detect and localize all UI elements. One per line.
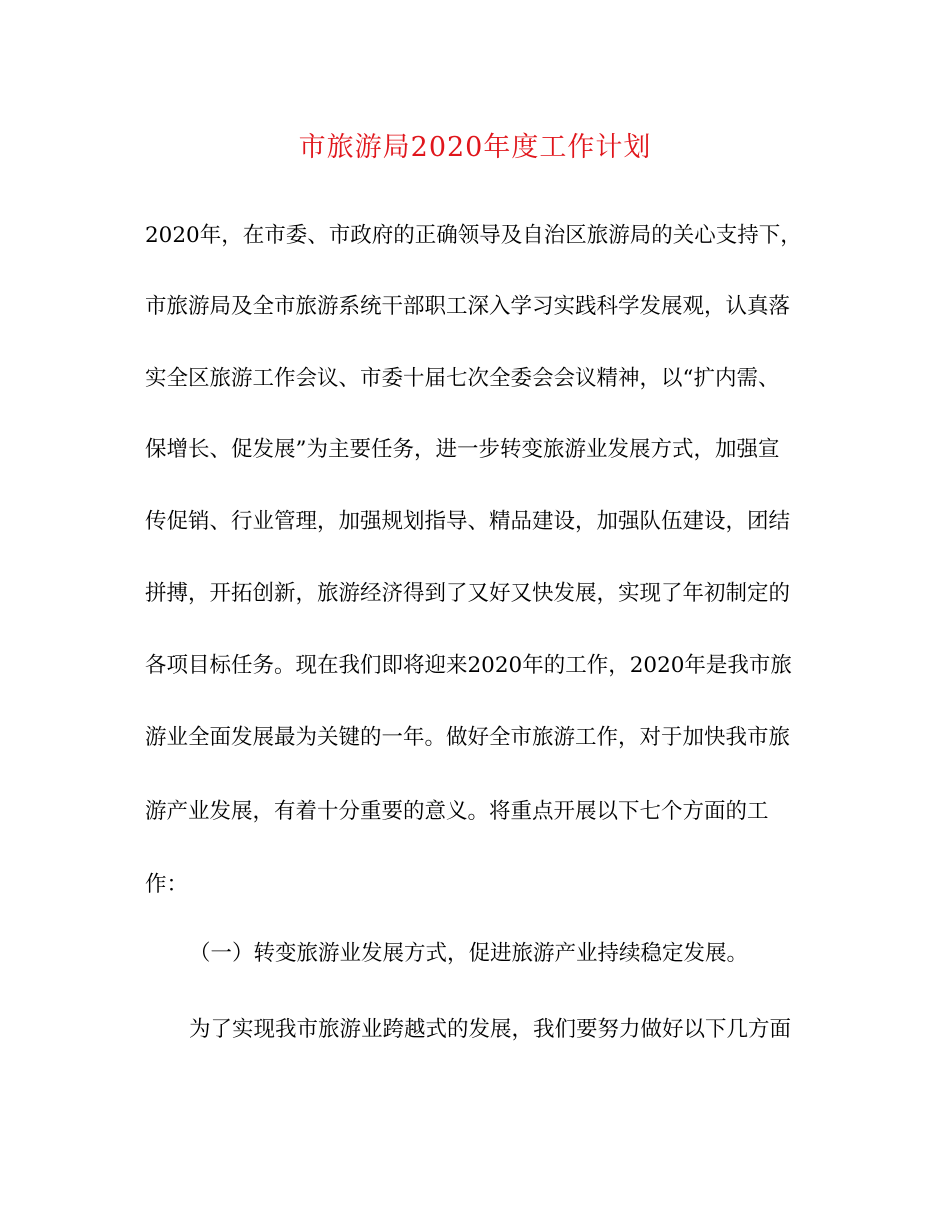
paragraph-line-3: 实全区旅游工作会议、市委十届七次全委会会议精神，以“扩内需、 xyxy=(145,366,780,391)
paragraph-line-7: 各项目标任务。现在我们即将迎来2020年的工作，2020年是我市旅 xyxy=(145,653,792,678)
section-heading-1: （一）转变旅游业发展方式，促进旅游产业持续稳定发展。 xyxy=(189,941,749,966)
paragraph-line-6: 拼搏，开拓创新，旅游经济得到了又好又快发展，实现了年初制定的 xyxy=(145,581,791,606)
paragraph-line-5: 传促销、行业管理，加强规划指导、精品建设，加强队伍建设，团结 xyxy=(145,509,791,534)
paragraph-line-4: 保增长、促发展”为主要任务，进一步转变旅游业发展方式，加强宣 xyxy=(145,437,780,462)
paragraph-line-12: 为了实现我市旅游业跨越式的发展，我们要努力做好以下几方面 xyxy=(189,1017,792,1042)
document-title: 市旅游局2020年度工作计划 xyxy=(298,132,652,163)
paragraph-line-1: 2020年，在市委、市政府的正确领导及自治区旅游局的关心支持下， xyxy=(145,223,802,248)
paragraph-line-2: 市旅游局及全市旅游系统干部职工深入学习实践科学发展观，认真落 xyxy=(145,294,791,319)
paragraph-line-8: 游业全面发展最为关键的一年。做好全市旅游工作，对于加快我市旅 xyxy=(145,725,791,750)
paragraph-line-10: 作： xyxy=(145,872,189,897)
paragraph-line-9: 游产业发展，有着十分重要的意义。将重点开展以下七个方面的工 xyxy=(145,799,769,824)
